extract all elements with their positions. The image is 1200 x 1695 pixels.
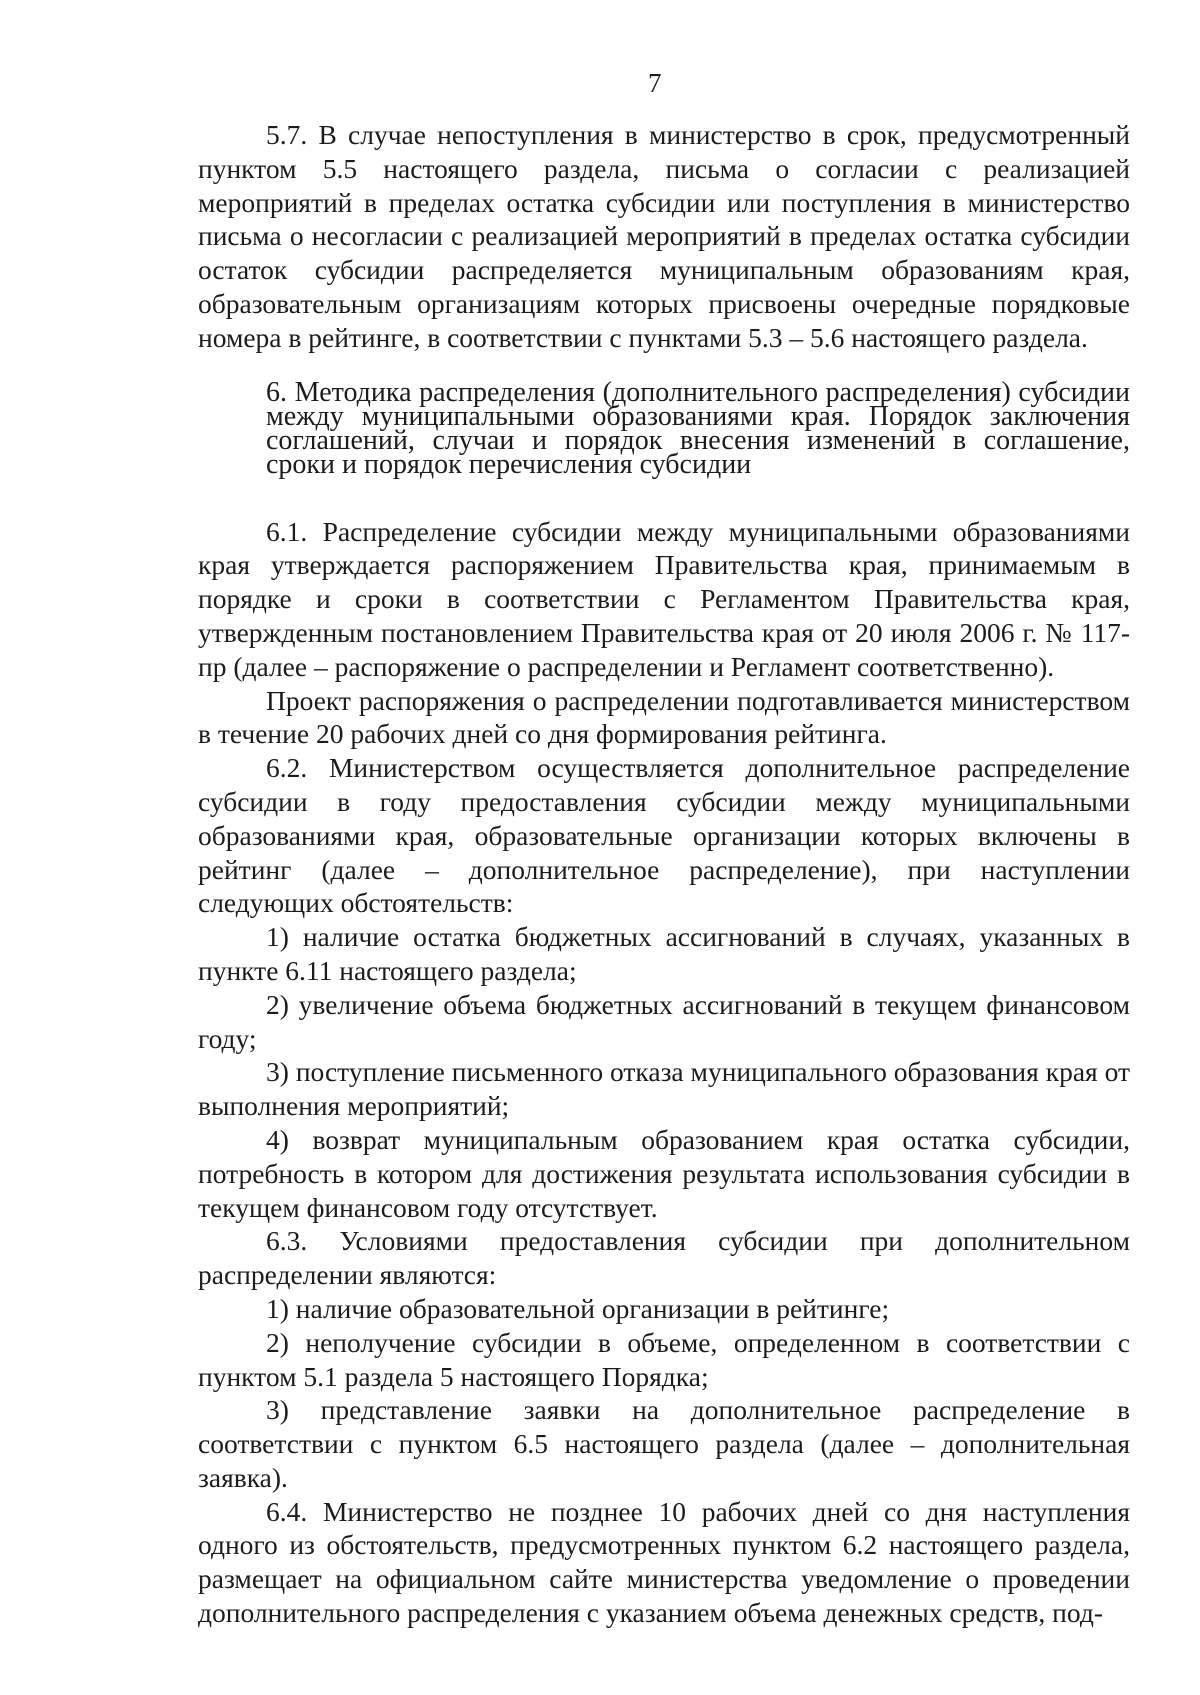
list-item-6-3-3: 3) представление заявки на дополнительное распределение в соответствии с пунктом 6.5 настоящего раздела (далее – дополнительная заявка). (198, 1394, 1130, 1493)
section-6-heading: 6. Методика распределения (дополнительного распределения) субсидии между муниципальными образованиями края. Порядок заключения соглашений, случаи и порядок внесения изменений в соглашение, сроки и порядок перечисления субсидии (266, 376, 1130, 480)
list-item-6-3-2: 2) неполучение субсидии в объеме, определенном в соответствии с пунктом 5.1 раздела 5 настоящего Порядка; (198, 1326, 1130, 1392)
paragraph-5-7: 5.7. В случае непоступления в министерство в срок, предусмотренный пунктом 5.5 настоящего раздела, письма о согласии с реализацией мероприятий в пределах остатка субсидии или поступления в министерство письма о несогласии с реализацией мероприятий в пределах остатка субсидии остаток субсидии распределяется муниципальным образованиям края, образовательным организациям которых присвоены очередные порядковые номера в рейтинге, в соответствии с пунктами 5.3 – 5.6 настоящего раздела. (198, 119, 1130, 353)
list-item-6-2-4: 4) возврат муниципальным образованием края остатка субсидии, потребность в котором для достижения результата использования субсидии в текущем финансовом году отсутствует. (198, 1123, 1130, 1223)
paragraph-6-3: 6.3. Условиями предоставления субсидии при дополнительном распределении являются: (198, 1225, 1130, 1291)
paragraph-6-4: 6.4. Министерство не позднее 10 рабочих дней со дня наступления одного из обстоятельств, предусмотренных пунктом 6.2 настоящего раздела, размещает на официальном сайте министерства уведомление о проведении дополнительного распределения с указанием объема денежных средств, под- (198, 1495, 1130, 1629)
paragraph-6-1-draft: Проект распоряжения о распределении подготавливается министерством в течение 20 рабочих дней со дня формирования рейтинга. (198, 684, 1130, 750)
paragraph-6-2: 6.2. Министерством осуществляется дополнительное распределение субсидии в году предоставления субсидии между муниципальными образованиями края, образовательные организации которых включены в рейтинг (далее – дополнительное распределение), при наступлении следующих обстоятельств: (198, 752, 1130, 919)
page-number: 7 (648, 68, 662, 98)
list-item-6-2-1: 1) наличие остатка бюджетных ассигнований в случаях, указанных в пункте 6.11 настоящего раздела; (198, 921, 1130, 986)
list-item-6-2-2: 2) увеличение объема бюджетных ассигнований в текущем финансовом году; (198, 988, 1130, 1054)
paragraph-6-1: 6.1. Распределение субсидии между муниципальными образованиями края утверждается распоряжением Правительства края, принимаемым в порядке и сроки в соответствии с Регламентом Правительства края, утвержденным постановлением Правительства края от 20 июля 2006 г. № 117-пр (далее – распоряжение о распределении и Регламент соответственно). (198, 515, 1130, 682)
document-body (198, 118, 1130, 1630)
list-item-6-3-1: 1) наличие образовательной организации в рейтинге; (266, 1292, 890, 1324)
list-item-6-2-3: 3) поступление письменного отказа муниципального образования края от выполнения мероприятий; (198, 1056, 1130, 1122)
